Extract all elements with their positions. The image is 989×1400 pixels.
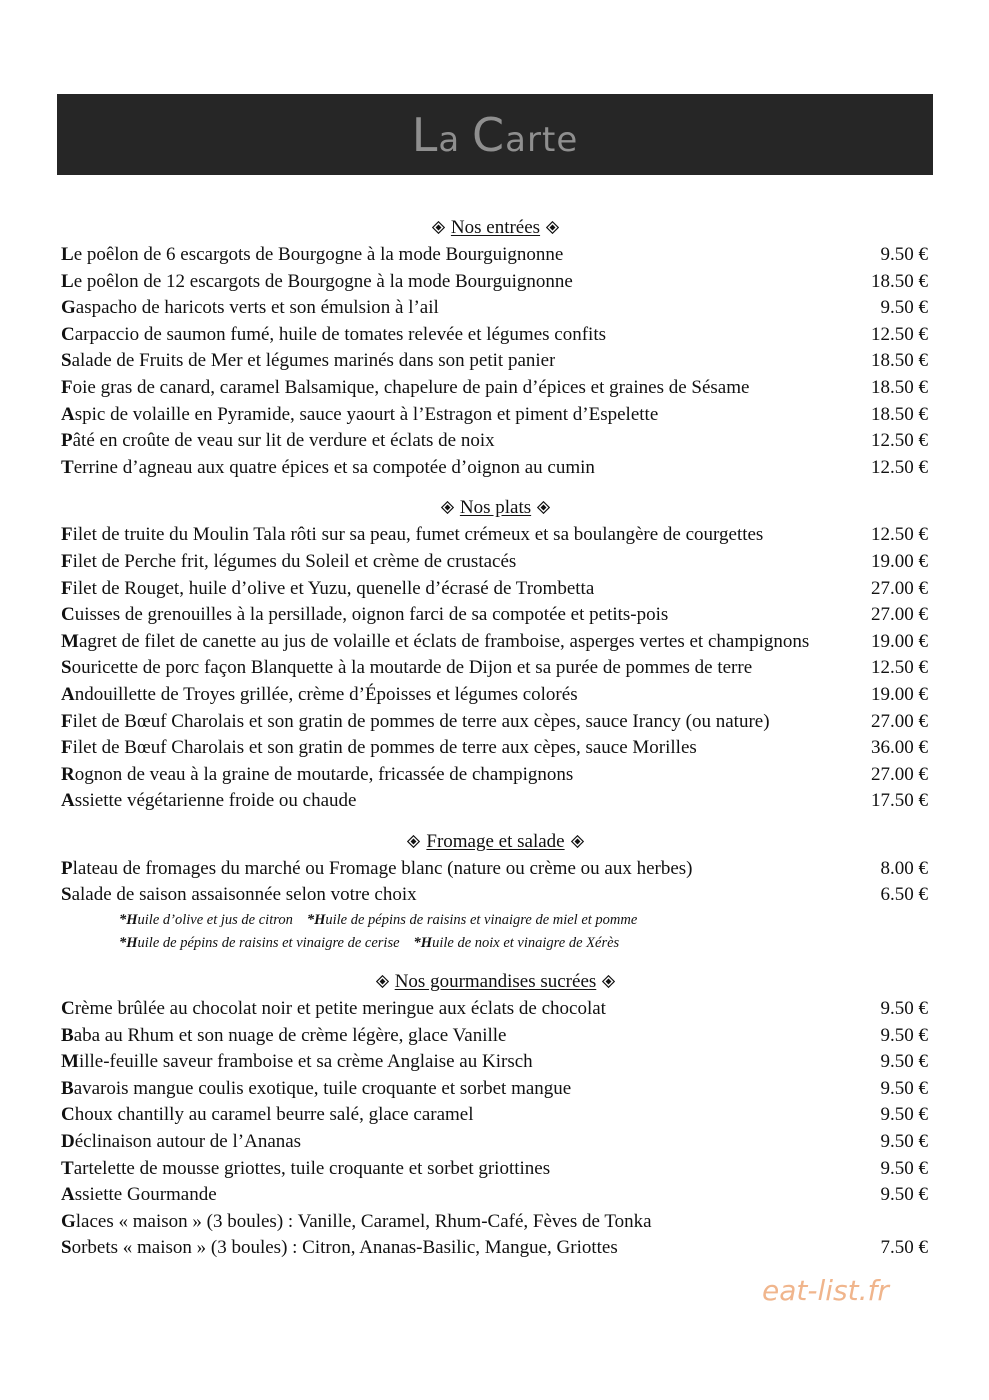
dressing-initial: *H <box>306 912 326 929</box>
item-price: 9.50 € <box>880 1051 928 1073</box>
item-price: 36.00 € <box>871 737 928 759</box>
dressing-initial: *H <box>413 935 433 952</box>
item-price: 9.50 € <box>880 1184 928 1206</box>
page-title <box>412 108 578 162</box>
menu-item <box>61 882 930 909</box>
item-text: éclinaison autour de l’Ananas <box>74 1131 302 1153</box>
item-price: 18.50 € <box>871 270 928 292</box>
item-text: ilet de Bœuf Charolais et son gratin de pommes de terre aux cèpes, sauce Irancy (ou nature) <box>72 710 770 732</box>
diamond-icon <box>546 215 559 228</box>
item-initial: F <box>61 550 73 572</box>
section-heading <box>61 968 930 996</box>
diamond-icon <box>441 495 454 508</box>
item-initial: F <box>61 376 73 398</box>
item-text: houx chantilly au caramel beurre salé, glace caramel <box>74 1104 474 1126</box>
item-name <box>61 996 606 1023</box>
item-initial: F <box>61 524 73 546</box>
item-name <box>61 882 417 909</box>
item-price: 27.00 € <box>871 577 928 599</box>
menu-item <box>61 522 930 549</box>
item-text: avarois mangue coulis exotique, tuile croquante et sorbet mangue <box>73 1077 572 1099</box>
section-heading <box>61 214 930 242</box>
item-initial: S <box>61 884 72 906</box>
item-initial: S <box>61 657 72 679</box>
menu-item <box>61 709 930 736</box>
item-text: artelette de mousse griottes, tuile croquante et sorbet griottines <box>73 1157 551 1179</box>
item-name <box>61 1076 571 1103</box>
item-initial: G <box>61 1210 76 1232</box>
item-text: ilet de Bœuf Charolais et son gratin de pommes de terre aux cèpes, sauce Morilles <box>72 737 697 759</box>
item-text: ilet de Rouget, huile d’olive et Yuzu, quenelle d’écrasé de Trombetta <box>72 577 595 599</box>
item-initial: T <box>61 456 74 478</box>
item-text: alade de Fruits de Mer et légumes marinés dans son petit panier <box>71 350 556 372</box>
item-text: ille-feuille saveur framboise et sa crème Anglaise au Kirsch <box>78 1051 533 1073</box>
section-desserts <box>61 955 930 1262</box>
item-name <box>61 788 356 815</box>
item-initial: T <box>61 1157 74 1179</box>
item-initial: C <box>61 604 75 626</box>
item-initial: S <box>61 1237 72 1259</box>
title-initial-l: L <box>411 107 439 162</box>
section-title: Nos entrées <box>450 217 541 238</box>
item-initial: A <box>61 1184 75 1206</box>
item-initial: A <box>61 683 75 705</box>
item-text: e poêlon de 12 escargots de Bourgogne à la mode Bourguignonne <box>73 270 573 292</box>
item-text: spic de volaille en Pyramide, sauce yaourt à l’Estragon et piment d’Espelette <box>74 403 659 425</box>
item-initial: P <box>61 430 73 452</box>
item-initial: R <box>61 763 75 785</box>
item-text: e poêlon de 6 escargots de Bourgogne à la mode Bourguignonne <box>73 244 564 265</box>
menu-item <box>61 602 930 629</box>
diamond-icon <box>537 495 550 508</box>
item-price: 19.00 € <box>871 683 928 705</box>
item-text: ognon de veau à la graine de moutarde, fricassée de champignons <box>74 763 574 785</box>
item-initial: C <box>61 323 75 345</box>
item-price: 12.50 € <box>871 657 928 679</box>
item-initial: M <box>61 630 79 652</box>
item-initial: F <box>61 577 73 599</box>
item-text: errine d’agneau aux quatre épices et sa compotée d’oignon au cumin <box>73 456 595 478</box>
section-fromage <box>61 815 930 955</box>
item-text: uisses de grenouilles à la persillade, oignon farci de sa compotée et petits-pois <box>74 604 669 626</box>
item-initial: B <box>61 1077 74 1099</box>
title-rest-a: a <box>438 119 461 160</box>
dressing-initial: *H <box>119 912 138 929</box>
item-initial: F <box>61 710 73 732</box>
dressing-initial: *H <box>119 935 138 952</box>
menu-item <box>61 402 930 429</box>
item-name <box>61 1209 652 1236</box>
menu <box>61 212 930 1262</box>
item-price: 27.00 € <box>871 710 928 732</box>
item-price: 9.50 € <box>880 998 928 1020</box>
item-price: 9.50 € <box>880 1131 928 1153</box>
item-initial: B <box>61 1024 74 1046</box>
menu-item <box>61 455 930 482</box>
dressing-text: uile de pépins de raisins et vinaigre de miel et pomme <box>325 912 638 929</box>
item-name <box>61 522 763 549</box>
item-name <box>61 428 495 455</box>
menu-item <box>61 1182 930 1209</box>
item-name <box>61 1023 506 1050</box>
menu-item <box>61 655 930 682</box>
item-price: 27.00 € <box>871 604 928 626</box>
item-name <box>61 322 606 349</box>
menu-item <box>61 348 930 375</box>
menu-item <box>61 1023 930 1050</box>
item-text: ouricette de porc façon Blanquette à la moutarde de Dijon et sa purée de pommes de terre <box>71 657 753 679</box>
item-price: 7.50 € <box>880 1237 928 1259</box>
item-name <box>61 655 752 682</box>
section-entrees <box>61 214 930 481</box>
section-title: Nos plats <box>459 497 532 519</box>
menu-item <box>61 242 930 269</box>
item-initial: G <box>61 297 76 319</box>
menu-item <box>61 269 930 296</box>
item-name <box>61 762 573 789</box>
item-text: orbets « maison » (3 boules) : Citron, Ananas-Basilic, Mangue, Griottes <box>71 1237 618 1259</box>
item-initial: D <box>61 1131 75 1153</box>
item-price: 17.50 € <box>871 790 928 812</box>
item-name <box>61 242 563 269</box>
menu-item <box>61 1049 930 1076</box>
title-initial-c: C <box>472 107 506 162</box>
section-plats <box>61 481 930 815</box>
item-price: 19.00 € <box>871 550 928 572</box>
item-initial: M <box>61 1051 79 1073</box>
menu-item <box>61 1076 930 1103</box>
item-price: 9.50 € <box>880 297 928 319</box>
menu-item <box>61 322 930 349</box>
item-name <box>61 682 578 709</box>
menu-item <box>61 788 930 815</box>
dressing-option <box>307 912 637 928</box>
item-text: rème brûlée au chocolat noir et petite meringue aux éclats de chocolat <box>74 998 606 1020</box>
section-title: Fromage et salade <box>426 830 565 852</box>
item-name <box>61 735 697 762</box>
dressing-text: uile de noix et vinaigre de Xérès <box>432 935 620 952</box>
menu-item <box>61 629 930 656</box>
dressing-option <box>119 935 400 951</box>
item-name <box>61 402 658 429</box>
item-text: âté en croûte de veau sur lit de verdure et éclats de noix <box>72 430 495 452</box>
menu-item <box>61 375 930 402</box>
title-rest-arte: arte <box>505 119 579 160</box>
item-text: ndouillette de Troyes grillée, crème d’Époisses et légumes colorés <box>74 683 578 705</box>
item-text: arpaccio de saumon fumé, huile de tomates relevée et légumes confits <box>74 323 607 345</box>
item-initial: L <box>61 270 74 292</box>
dressing-option <box>414 935 620 951</box>
diamond-icon <box>407 829 420 842</box>
diamond-icon <box>432 215 445 228</box>
item-name <box>61 295 439 322</box>
item-name <box>61 549 516 576</box>
menu-item <box>61 762 930 789</box>
item-text: oie gras de canard, caramel Balsamique, chapelure de pain d’épices et graines de Sésame <box>72 376 750 398</box>
section-gap <box>61 955 930 966</box>
item-name <box>61 375 749 402</box>
item-initial: C <box>61 1104 75 1126</box>
item-name <box>61 709 770 736</box>
item-price: 9.50 € <box>880 1157 928 1179</box>
menu-item <box>61 428 930 455</box>
item-price: 9.50 € <box>880 244 928 265</box>
menu-item <box>61 1102 930 1129</box>
item-name <box>61 1182 217 1209</box>
item-name <box>61 1156 550 1183</box>
menu-item <box>61 1156 930 1183</box>
item-price: 12.50 € <box>871 323 928 345</box>
item-name <box>61 455 595 482</box>
item-text: ssiette végétarienne froide ou chaude <box>74 790 357 812</box>
section-gap <box>61 481 930 492</box>
item-initial: A <box>61 790 75 812</box>
item-name <box>61 348 555 375</box>
item-text: ilet de truite du Moulin Tala rôti sur sa peau, fumet crémeux et sa boulangère de courgettes <box>72 524 764 546</box>
item-initial: F <box>61 737 73 759</box>
menu-item <box>61 576 930 603</box>
diamond-icon <box>571 829 584 842</box>
item-price: 9.50 € <box>880 1104 928 1126</box>
item-price: 27.00 € <box>871 763 928 785</box>
item-text: ssiette Gourmande <box>74 1184 217 1206</box>
item-price: 18.50 € <box>871 376 928 398</box>
dressing-text: uile de pépins de raisins et vinaigre de cerise <box>137 935 400 952</box>
item-initial: L <box>61 244 74 265</box>
menu-item <box>61 682 930 709</box>
item-text: ilet de Perche frit, légumes du Soleil et crème de crustacés <box>72 550 517 572</box>
menu-item <box>61 295 930 322</box>
item-price: 12.50 € <box>871 456 928 478</box>
dressing-option <box>119 912 293 928</box>
item-price: 19.00 € <box>871 630 928 652</box>
item-text: alade de saison assaisonnée selon votre choix <box>71 884 417 906</box>
item-name <box>61 856 692 883</box>
item-price: 9.50 € <box>880 1024 928 1046</box>
item-name <box>61 1049 533 1076</box>
item-price: 6.50 € <box>880 884 928 906</box>
item-price: 12.50 € <box>871 430 928 452</box>
menu-item <box>61 549 930 576</box>
menu-item <box>61 996 930 1023</box>
dressing-options-line <box>61 909 930 932</box>
item-text: agret de filet de canette au jus de volaille et éclats de framboise, asperges vertes et champignons <box>78 630 810 652</box>
watermark: eat-list.fr <box>762 1274 889 1307</box>
diamond-icon <box>602 969 615 982</box>
item-text: aspacho de haricots verts et son émulsion à l’ail <box>75 297 439 319</box>
item-name <box>61 1129 301 1156</box>
menu-item <box>61 1235 930 1262</box>
menu-item <box>61 1129 930 1156</box>
item-text: aba au Rhum et son nuage de crème légère, glace Vanille <box>73 1024 507 1046</box>
item-price: 9.50 € <box>880 1077 928 1099</box>
dressing-options-line <box>61 932 930 955</box>
item-name <box>61 269 573 296</box>
section-heading <box>61 828 930 856</box>
item-name <box>61 629 809 656</box>
title-banner <box>57 94 933 175</box>
section-title: Nos gourmandises sucrées <box>394 971 597 993</box>
menu-item <box>61 1209 930 1236</box>
diamond-icon <box>376 969 389 982</box>
section-heading <box>61 494 930 522</box>
item-price: 12.50 € <box>871 524 928 546</box>
menu-item <box>61 856 930 883</box>
item-text: laces « maison » (3 boules) : Vanille, Caramel, Rhum-Café, Fèves de Tonka <box>75 1210 652 1232</box>
item-price: 8.00 € <box>880 857 928 879</box>
section-gap <box>61 815 930 826</box>
menu-item <box>61 735 930 762</box>
item-initial: S <box>61 350 72 372</box>
item-name <box>61 602 668 629</box>
item-initial: P <box>61 857 73 879</box>
item-initial: C <box>61 998 75 1020</box>
item-name <box>61 1102 474 1129</box>
item-price: 18.50 € <box>871 403 928 425</box>
dressing-text: uile d’olive et jus de citron <box>137 912 293 929</box>
item-text: lateau de fromages du marché ou Fromage blanc (nature ou crème ou aux herbes) <box>72 857 693 879</box>
item-price: 18.50 € <box>871 350 928 372</box>
item-name <box>61 1235 618 1262</box>
item-initial: A <box>61 403 75 425</box>
item-name <box>61 576 594 603</box>
